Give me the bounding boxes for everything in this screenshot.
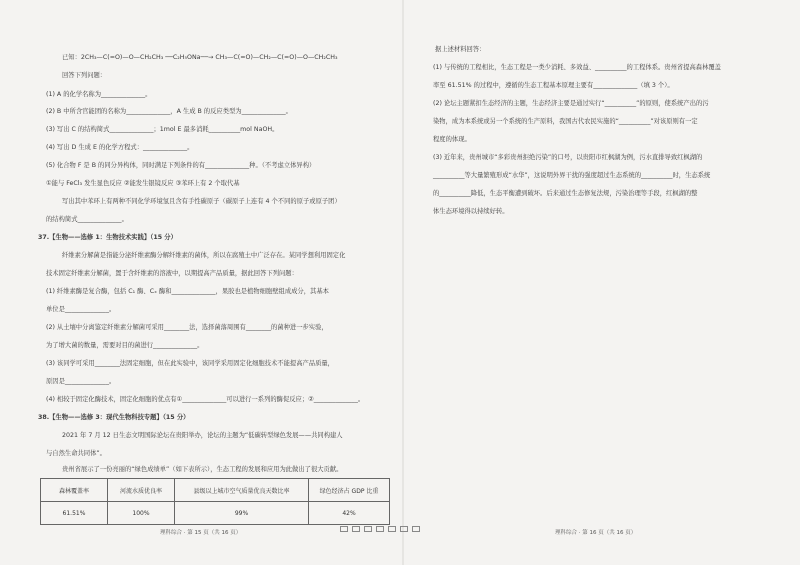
- question-line: (1) 与传统的工程相比，生态工程是一类少消耗、多效益、__________的工程体系。贵州省提高森林覆盖: [433, 64, 721, 71]
- question-line: 为了增大菌的数量，需要对目的菌进行______________。: [46, 342, 204, 349]
- given-reaction: 已知：2CH₃—C(=O)—O—CH₂CH₃ ──C₂H₅ONa──→ CH₃—C(=O)—CH₂—C(=O)—O—CH₂CH₃: [62, 54, 338, 61]
- question-line: (4) 相较于固定化酶技术，固定化细胞的优点有①______________可以进行一系列的酶促反应；②______________。: [46, 396, 365, 403]
- question-line: 的结构简式______________。: [46, 216, 128, 223]
- question-line: 的__________降低，生态平衡遭到破坏。后来通过生态修复法规，污染治理等手段，红枫湖的整: [433, 190, 698, 197]
- question-line: 染物，成为本系统或另一个系统的生产原料，我国古代农民实施的“__________”对该原则有一定: [433, 118, 698, 125]
- table-header-cell: 县级以上城市空气质量优良天数比率: [175, 479, 309, 502]
- question-line: (5) 化合物 F 是 B 的同分异构体，同时满足下列条件的有______________种。（不考虑立体异构）: [46, 162, 316, 169]
- passage-line: 2021 年 7 月 12 日生态文明国际论坛在贵阳举办，论坛的主题为“低碳转型绿色发展——共同构建人: [62, 432, 343, 439]
- passage-line: 与自然生命共同体”。: [46, 450, 106, 457]
- table-header-cell: 绿色经济占 GDP 比重: [309, 479, 390, 502]
- table-header-row: [41, 479, 390, 502]
- passage-line: 技术固定纤维素分解菌，置于含纤维素的溶液中，以期提高产品质量，据此回答下列问题：: [46, 270, 298, 277]
- question-line: 单位是______________。: [46, 306, 116, 313]
- table-header-cell: 河流水质优良率: [108, 479, 175, 502]
- question-line: (1) 纤维素酶是复合酶，包括 C₁ 酶、Cₓ 酶和______________，果胶也是植物细胞壁组成成分，其基本: [46, 288, 329, 295]
- question-line: 体生态环境得以持续好转。: [433, 208, 509, 215]
- question-line: (3) 该同学可采用________法固定细胞，但在此实验中，该同学采用固定化细胞技术不能提高产品质量，: [46, 360, 334, 367]
- question-intro: 回答下列问题：: [62, 72, 107, 79]
- question-line: (2) 论坛主题紧扣生态经济的主题，生态经济主要是通过实行“__________”的原则，使系统产出的污: [433, 100, 709, 107]
- question-line: (3) 写出 C 的结构简式______________；1mol E 最多消耗__________mol NaOH。: [46, 126, 279, 133]
- passage-line: 纤维素分解菌是指能分泌纤维素酶分解纤维素的菌体，所以在腐殖土中广泛存在。某同学想利用固定化: [62, 252, 346, 259]
- question-line: 程度的体现。: [433, 136, 471, 143]
- section-heading-37: 37.【生物——选修 1：生物技术实践】（15 分）: [38, 234, 177, 241]
- question-line: (2) B 中所含官能团的名称为______________，A 生成 B 的反应类型为______________。: [46, 108, 292, 115]
- right-page: [405, 0, 800, 565]
- question-line: 写出其中苯环上有两种不同化学环境氢且含有手性碳原子（碳原子上连有 4 个不同的原子或原子团）: [62, 198, 341, 205]
- question-line: 率至 61.51% 的过程中，遵循的生态工程基本原理主要有______________（填 3 个）。: [433, 82, 674, 89]
- passage-line: 据上述材料回答：: [435, 46, 486, 53]
- question-line: 原因是______________。: [46, 378, 116, 385]
- table-cell: 99%: [175, 502, 309, 525]
- table-cell: 100%: [108, 502, 175, 525]
- page-footer: 理科综合 · 第 15 页（共 16 页）: [160, 530, 242, 536]
- green-report-table: [40, 478, 390, 525]
- table-header-cell: 森林覆盖率: [41, 479, 108, 502]
- page-footer: 理科综合 · 第 16 页（共 16 页）: [555, 530, 637, 536]
- passage-line: 贵州省展示了一份亮丽的“绿色成绩单”（如下表所示），生态工程的发展和应用为此做出了很大贡献。: [62, 466, 343, 473]
- question-line: (2) 从土壤中分离鉴定纤维素分解菌可采用________法，选择菌落周围有________的菌种进一步实验，: [46, 324, 328, 331]
- question-line: (4) 写出 D 生成 E 的化学方程式：______________。: [46, 144, 194, 151]
- question-line: (1) A 的化学名称为______________。: [46, 91, 152, 98]
- table-cell: 42%: [309, 502, 390, 525]
- table-row: [41, 502, 390, 525]
- question-line: __________等大量繁殖形成“水华”，这说明外界干扰的强度超过生态系统的__________时，生态系统: [433, 172, 711, 179]
- question-line: (3) 近年来，贵州城市“多彩贵州拒绝污染”的口号，以贵阳市红枫湖为例，污水直排导致红枫湖的: [433, 154, 703, 161]
- section-heading-38: 38.【生物——选修 3：现代生物科技专题】（15 分）: [38, 414, 190, 421]
- table-cell: 61.51%: [41, 502, 108, 525]
- condition-list: ①能与 FeCl₃ 发生显色反应 ②能发生银镜反应 ③苯环上有 2 个取代基: [46, 180, 240, 187]
